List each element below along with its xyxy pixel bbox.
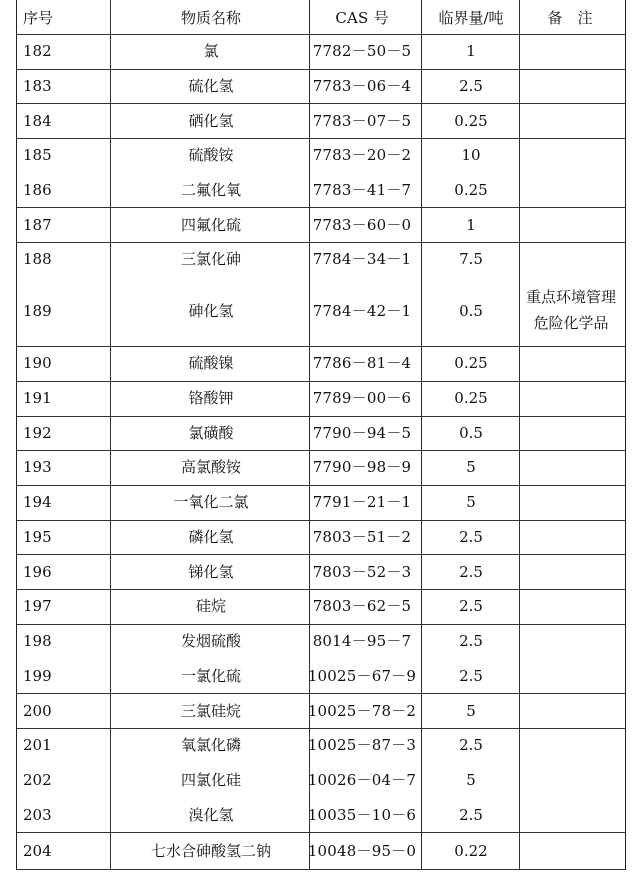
row-no: 188	[23, 250, 52, 268]
row-name: 高氯酸铵	[180, 458, 241, 476]
row-threshold: 2.5	[459, 632, 483, 650]
column-divider	[421, 0, 422, 870]
row-divider	[17, 138, 625, 139]
row-divider	[17, 589, 625, 590]
row-threshold: 0.22	[454, 842, 488, 860]
row-cas: 7791－21－1	[312, 493, 412, 511]
row-threshold: 0.25	[454, 181, 488, 199]
row-name: 磷化氢	[188, 528, 234, 546]
row-no: 200	[23, 702, 52, 720]
header-cas: CAS 号	[335, 9, 389, 27]
row-name: 发烟硫酸	[180, 632, 241, 650]
row-cas: 7789－00－6	[312, 389, 412, 407]
row-no: 202	[23, 771, 52, 789]
chemical-threshold-table	[16, 0, 626, 870]
row-no: 184	[23, 112, 52, 130]
row-divider	[17, 103, 625, 104]
row-no: 190	[23, 354, 52, 372]
row-cas: 7790－94－5	[312, 424, 412, 442]
row-name: 氯	[203, 42, 219, 60]
header-name: 物质名称	[180, 9, 241, 27]
row-divider	[17, 869, 625, 870]
row-threshold: 5	[466, 458, 476, 476]
row-threshold: 7.5	[459, 250, 483, 268]
row-no: 187	[23, 216, 52, 234]
row-divider	[17, 207, 625, 208]
row-threshold: 2.5	[459, 528, 483, 546]
row-name: 硅烷	[195, 597, 226, 615]
row-divider	[17, 520, 625, 521]
row-threshold: 2.5	[459, 77, 483, 95]
row-threshold: 0.25	[454, 389, 488, 407]
row-name: 硫化氢	[188, 77, 234, 95]
remark-note	[517, 284, 625, 336]
header-remark: 备 注	[547, 9, 593, 27]
row-cas: 7803－52－3	[312, 563, 412, 581]
row-threshold: 2.5	[459, 667, 483, 685]
row-no: 189	[23, 302, 52, 320]
row-no: 182	[23, 42, 52, 60]
row-cas: 7784－34－1	[312, 250, 412, 268]
row-no: 191	[23, 389, 52, 407]
row-no: 199	[23, 667, 52, 685]
row-no: 201	[23, 736, 52, 754]
row-name: 三氯硅烷	[180, 702, 241, 720]
row-name: 二氟化氧	[180, 181, 241, 199]
header-no: 序号	[23, 9, 54, 27]
row-no: 196	[23, 563, 52, 581]
row-divider	[17, 485, 625, 486]
row-divider	[17, 34, 625, 35]
column-divider	[110, 0, 111, 870]
row-threshold: 0.25	[454, 112, 488, 130]
row-divider	[17, 693, 625, 694]
row-threshold: 2.5	[459, 597, 483, 615]
row-divider	[17, 69, 625, 70]
row-divider	[17, 242, 625, 243]
row-threshold: 1	[466, 216, 476, 234]
row-no: 197	[23, 597, 52, 615]
row-threshold: 0.5	[459, 302, 483, 320]
column-divider	[519, 0, 520, 870]
row-no: 195	[23, 528, 52, 546]
row-threshold: 0.5	[459, 424, 483, 442]
row-threshold: 0.25	[454, 354, 488, 372]
row-cas: 10035－10－6	[307, 806, 417, 824]
row-cas: 10025－67－9	[307, 667, 417, 685]
row-cas: 7783－60－0	[312, 216, 412, 234]
row-cas: 7803－51－2	[312, 528, 412, 546]
row-name: 氯磺酸	[188, 424, 234, 442]
row-cas: 7783－06－4	[312, 77, 412, 95]
row-threshold: 5	[466, 771, 476, 789]
row-no: 193	[23, 458, 52, 476]
row-divider	[17, 554, 625, 555]
row-divider	[17, 624, 625, 625]
row-threshold: 1	[466, 42, 476, 60]
row-divider	[17, 832, 625, 833]
row-name: 铬酸钾	[188, 389, 234, 407]
row-name: 一氯化硫	[180, 667, 241, 685]
row-name: 硒化氢	[188, 112, 234, 130]
row-name: 溴化氢	[188, 806, 234, 824]
row-cas: 7803－62－5	[312, 597, 412, 615]
row-cas: 7782－50－5	[312, 42, 412, 60]
row-name: 七水合砷酸氢二钠	[150, 842, 271, 860]
row-threshold: 2.5	[459, 563, 483, 581]
row-no: 198	[23, 632, 52, 650]
row-divider	[17, 450, 625, 451]
row-threshold: 10	[461, 146, 481, 164]
row-threshold: 5	[466, 702, 476, 720]
row-cas: 7783－07－5	[312, 112, 412, 130]
row-cas: 10048－95－0	[307, 842, 417, 860]
row-divider	[17, 416, 625, 417]
remark-line: 危险化学品	[533, 314, 609, 332]
row-cas: 7786－81－4	[312, 354, 412, 372]
row-threshold: 2.5	[459, 806, 483, 824]
row-name: 砷化氢	[188, 302, 234, 320]
row-no: 194	[23, 493, 52, 511]
table-header	[17, 0, 625, 34]
row-cas: 7790－98－9	[312, 458, 412, 476]
row-divider	[17, 346, 625, 347]
row-no: 203	[23, 806, 52, 824]
row-cas: 7783－41－7	[312, 181, 412, 199]
row-cas: 7783－20－2	[312, 146, 412, 164]
row-no: 185	[23, 146, 52, 164]
row-cas: 10025－78－2	[307, 702, 417, 720]
row-divider	[17, 381, 625, 382]
row-threshold: 2.5	[459, 736, 483, 754]
row-cas: 10026－04－7	[307, 771, 417, 789]
row-name: 锑化氢	[188, 563, 234, 581]
row-name: 四氯化硅	[180, 771, 241, 789]
row-name: 硫酸铵	[188, 146, 234, 164]
row-name: 三氯化砷	[180, 250, 241, 268]
row-no: 186	[23, 181, 52, 199]
header-threshold: 临界量/吨	[438, 9, 504, 27]
row-name: 氧氯化磷	[180, 736, 241, 754]
row-name: 四氟化硫	[180, 216, 241, 234]
row-no: 183	[23, 77, 52, 95]
row-no: 204	[23, 842, 52, 860]
row-name: 硫酸镍	[188, 354, 234, 372]
row-cas: 8014－95－7	[312, 632, 412, 650]
remark-line: 重点环境管理	[525, 288, 616, 306]
row-no: 192	[23, 424, 52, 442]
row-threshold: 5	[466, 493, 476, 511]
row-name: 一氧化二氯	[173, 493, 249, 511]
row-cas: 10025－87－3	[307, 736, 417, 754]
row-divider	[17, 728, 625, 729]
row-cas: 7784－42－1	[312, 302, 412, 320]
